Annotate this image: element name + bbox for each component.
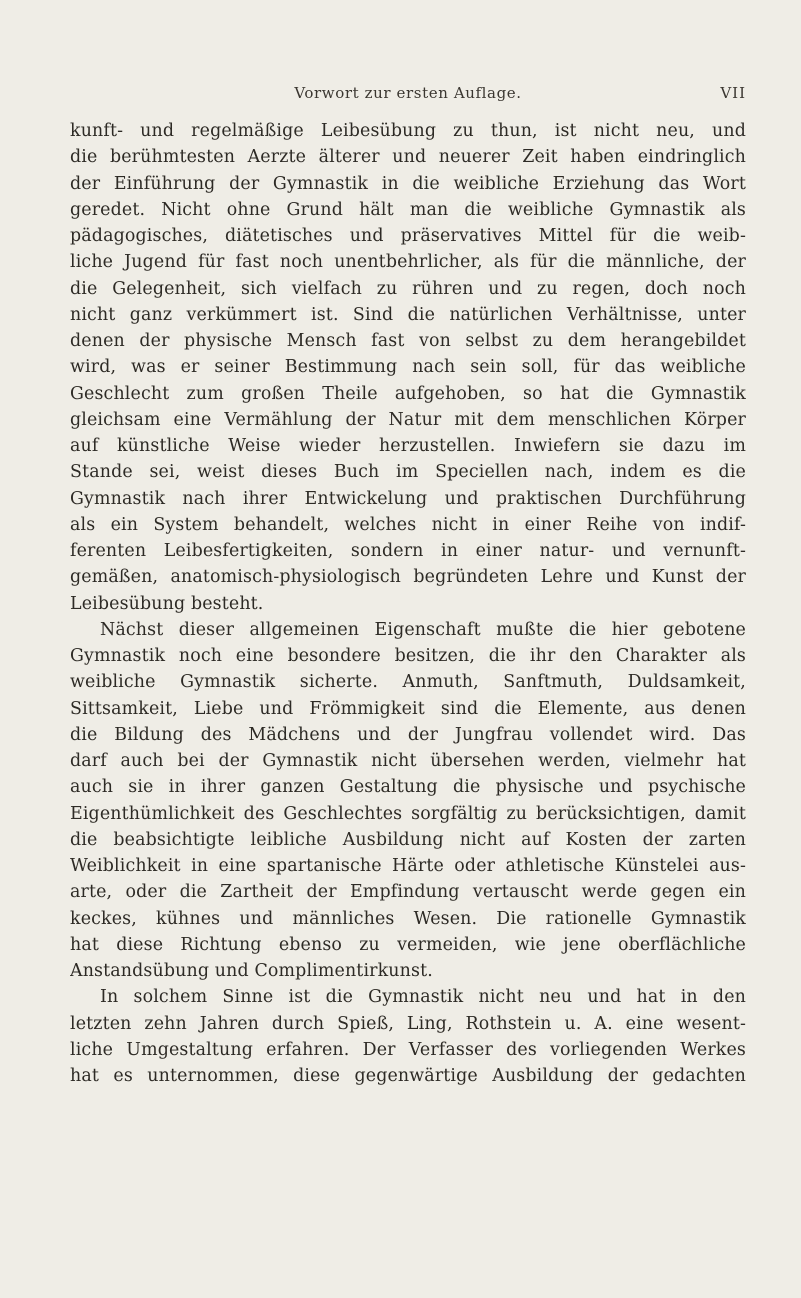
text-line: denen der physische Mensch fast von selbst zu dem herangebildet: [70, 331, 746, 351]
text-line: liche Umgestaltung erfahren. Der Verfasser des vorliegenden Werkes: [70, 1039, 746, 1060]
page-number: VII: [720, 84, 746, 102]
text-line: Geschlecht zum großen Theile aufgehoben, so hat die Gymnastik: [70, 383, 746, 404]
text-line: In solchem Sinne ist die Gymnastik nicht neu und hat in den: [100, 987, 746, 1008]
text-line: arte, oder die Zartheit der Empfindung vertauscht werde gegen ein: [70, 882, 746, 903]
text-line: kunft- und regelmäßige Leibesübung zu thun, ist nicht neu, und: [70, 121, 746, 141]
text-line: Gymnastik nach ihrer Entwickelung und praktischen Durchführung: [70, 488, 746, 509]
text-line: wird, was er seiner Bestimmung nach sein soll, für das weibliche: [70, 357, 746, 378]
text-line: Nächst dieser allgemeinen Eigenschaft mußte die hier gebotene: [100, 619, 746, 640]
text-line: Leibesübung besteht.: [70, 593, 264, 614]
text-line: als ein System behandelt, welches nicht in einer Reihe von indif-: [70, 514, 746, 535]
text-line: Gymnastik noch eine besondere besitzen, die ihr den Charakter als: [70, 646, 746, 666]
text-line: nicht ganz verkümmert ist. Sind die natürlichen Verhältnisse, unter: [70, 304, 746, 325]
text-line: keckes, kühnes und männliches Wesen. Die rationelle Gymnastik: [70, 908, 746, 929]
text-line: liche Jugend für fast noch unentbehrlicher, als für die männliche, der: [70, 252, 746, 273]
text-line: die Bildung des Mädchens und der Jungfrau vollendet wird. Das: [70, 724, 746, 745]
text-line: hat diese Richtung ebenso zu vermeiden, wie jene oberflächliche: [70, 934, 746, 955]
text-line: letzten zehn Jahren durch Spieß, Ling, Rothstein u. A. eine wesent-: [70, 1013, 746, 1034]
text-line: Stande sei, weist dieses Buch im Speciellen nach, indem es die: [70, 462, 746, 483]
text-line: weibliche Gymnastik sicherte. Anmuth, Sanftmuth, Duldsamkeit,: [70, 672, 746, 693]
text-line: Sittsamkeit, Liebe und Frömmigkeit sind die Elemente, aus denen: [70, 698, 746, 719]
text-line: darf auch bei der Gymnastik nicht übersehen werden, vielmehr hat: [70, 751, 746, 771]
text-line: gleichsam eine Vermählung der Natur mit dem menschlichen Körper: [70, 409, 746, 430]
running-title: Vorwort zur ersten Auflage.: [294, 84, 522, 102]
text-line: gemäßen, anatomisch-physiologisch begründeten Lehre und Kunst der: [70, 567, 746, 588]
text-line: die berühmtesten Aerzte älterer und neuerer Zeit haben eindringlich: [70, 147, 746, 168]
text-line: pädagogisches, diätetisches und präservatives Mittel für die weib-: [70, 226, 746, 246]
text-line: auf künstliche Weise wieder herzustellen. Inwiefern sie dazu im: [70, 436, 746, 456]
text-line: geredet. Nicht ohne Grund hält man die weibliche Gymnastik als: [70, 199, 746, 220]
text-line: der Einführung der Gymnastik in die weibliche Erziehung das Wort: [70, 173, 746, 194]
text-line: hat es unternommen, diese gegenwärtige Ausbildung der gedachten: [70, 1066, 746, 1086]
body-text: [70, 118, 746, 1089]
text-line: ferenten Leibesfertigkeiten, sondern in einer natur- und vernunft-: [70, 541, 746, 561]
page-header: [70, 84, 746, 108]
text-line: Weiblichkeit in eine spartanische Härte oder athletische Künstelei aus-: [70, 856, 746, 876]
text-line: die Gelegenheit, sich vielfach zu rühren und zu regen, doch noch: [70, 278, 746, 299]
text-line: Anstandsübung und Complimentirkunst.: [70, 961, 433, 981]
text-line: die beabsichtigte leibliche Ausbildung nicht auf Kosten der zarten: [70, 829, 746, 850]
text-line: Eigenthümlichkeit des Geschlechtes sorgfältig zu berücksichtigen, damit: [70, 803, 746, 824]
text-line: auch sie in ihrer ganzen Gestaltung die physische und psychische: [70, 777, 746, 798]
